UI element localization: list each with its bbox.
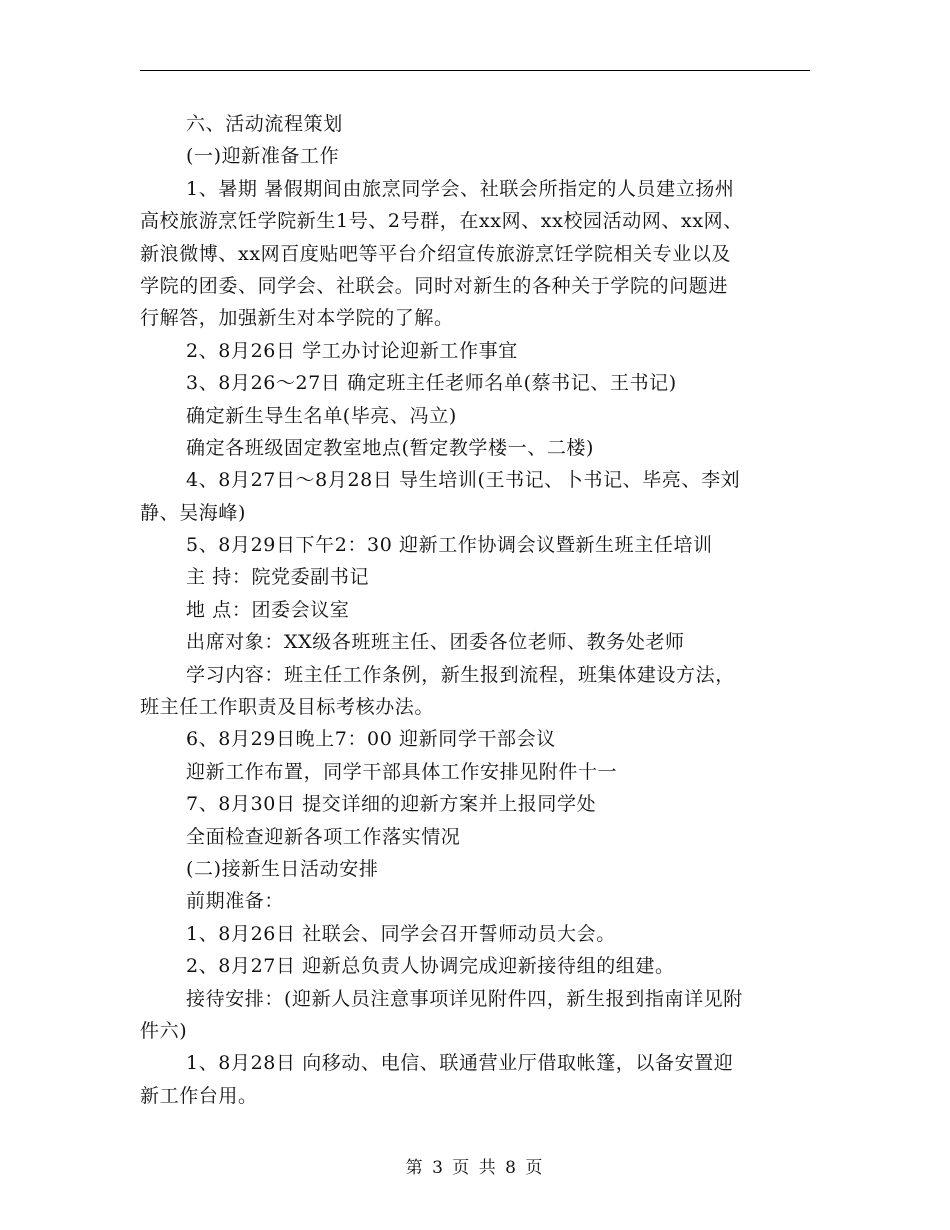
text-line: 确定新生导生名单(毕亮、冯立) — [186, 404, 457, 427]
text-line: 4、8月27日～8月28日 导生培训(王书记、卜书记、毕亮、李刘 — [186, 469, 741, 492]
text-line: 六、活动流程策划 — [186, 113, 343, 135]
text-line: 新浪微博、xx网百度贴吧等平台介绍宣传旅游烹饪学院相关专业以及 — [140, 242, 732, 265]
text-line: 高校旅游烹饪学院新生1号、2号群，在xx网、xx校园活动网、xx网、 — [140, 210, 743, 233]
text-line: 件六) — [140, 1019, 188, 1042]
text-line: 接待安排：(迎新人员注意事项详见附件四，新生报到指南详见附 — [186, 987, 743, 1010]
text-line: 学习内容：班主任工作条例，新生报到流程，班集体建设方法， — [186, 663, 735, 686]
text-line: (一)迎新准备工作 — [186, 145, 340, 168]
text-line: 静、吴海峰) — [140, 501, 247, 524]
text-line: 1、8月26日 社联会、同学会召开誓师动员大会。 — [186, 922, 616, 945]
text-line: 前期准备： — [186, 890, 285, 913]
text-line: 主 持：院党委副书记 — [186, 566, 370, 589]
text-line: 2、8月26日 学工办讨论迎新工作事宜 — [186, 339, 518, 362]
text-line: 1、8月28日 向移动、电信、联通营业厅借取帐篷，以备安置迎 — [186, 1052, 734, 1075]
text-line: 行解答，加强新生对本学院的了解。 — [140, 307, 454, 330]
text-line: 班主任工作职责及目标考核办法。 — [140, 696, 435, 719]
text-line: 全面检查迎新各项工作落实情况 — [186, 825, 461, 848]
text-line: 确定各班级固定教室地点(暂定教学楼一、二楼) — [186, 436, 595, 459]
document-body — [140, 108, 810, 1112]
text-line: 新工作台用。 — [140, 1084, 258, 1107]
text-line: 6、8月29日晚上7：00 迎新同学干部会议 — [186, 728, 556, 751]
text-line: 5、8月29日下午2：30 迎新工作协调会议暨新生班主任培训 — [186, 534, 713, 557]
text-line: 迎新工作布置，同学干部具体工作安排见附件十一 — [186, 760, 618, 783]
text-line: 2、8月27日 迎新总负责人协调完成迎新接待组的组建。 — [186, 955, 675, 978]
text-line: 7、8月30日 提交详细的迎新方案并上报同学处 — [186, 793, 597, 816]
text-line: 出席对象：XX级各班班主任、团委各位老师、教务处老师 — [186, 631, 685, 654]
text-line: 3、8月26～27日 确定班主任老师名单(蔡书记、王书记) — [186, 372, 677, 395]
text-line: (二)接新生日活动安排 — [186, 857, 379, 880]
text-line: 地 点：团委会议室 — [186, 598, 350, 621]
page-footer: 第 3 页 共 8 页 — [405, 1158, 545, 1178]
text-line: 学院的团委、同学会、社联会。同时对新生的各种关于学院的问题进 — [140, 274, 729, 297]
header-rule — [140, 70, 810, 71]
text-line: 1、暑期 暑假期间由旅烹同学会、社联会所指定的人员建立扬州 — [186, 177, 735, 200]
